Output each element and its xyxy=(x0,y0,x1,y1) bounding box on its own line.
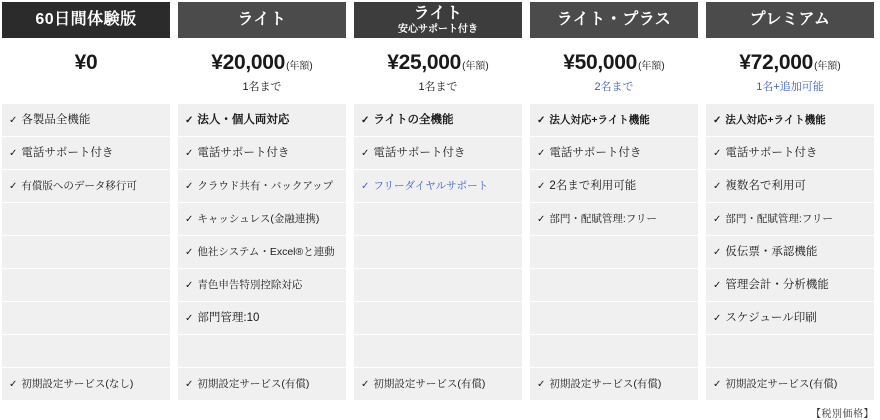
plan-price-box xyxy=(354,38,522,104)
feature-row-empty xyxy=(530,236,698,269)
feature-row-empty xyxy=(530,269,698,302)
price-unit: (年額) xyxy=(286,61,313,72)
feature-list xyxy=(354,104,522,401)
check-icon: ✓ xyxy=(185,180,194,192)
feature-label: 管理会計・分析機能 xyxy=(725,278,829,291)
plan-price-box xyxy=(530,38,698,104)
plan-price-box xyxy=(2,38,170,104)
price-line xyxy=(75,51,98,75)
price-amount: ¥20,000 xyxy=(211,51,286,74)
feature-label: 部門管理:10 xyxy=(197,311,260,324)
price-note: 1名まで xyxy=(242,81,282,93)
feature-row-empty xyxy=(2,269,170,302)
feature-row xyxy=(530,104,698,137)
feature-row xyxy=(178,368,346,401)
feature-row xyxy=(706,302,874,335)
check-icon: ✓ xyxy=(537,147,546,159)
feature-label: 各製品全機能 xyxy=(21,113,91,126)
pricing-column xyxy=(2,2,170,401)
pricing-column xyxy=(178,2,346,401)
feature-row xyxy=(706,203,874,236)
price-line xyxy=(387,51,488,75)
feature-label: 初期設定サービス(なし) xyxy=(21,377,134,390)
price-unit: (年額) xyxy=(814,61,841,72)
feature-row xyxy=(2,170,170,203)
feature-row-empty xyxy=(354,203,522,236)
feature-list xyxy=(530,104,698,401)
feature-list xyxy=(178,104,346,401)
plan-title: ライト・プラス xyxy=(556,11,672,28)
feature-label: 電話サポート付き xyxy=(197,146,290,159)
feature-row-empty xyxy=(354,302,522,335)
feature-label: ライトの全機能 xyxy=(373,113,454,126)
check-icon: ✓ xyxy=(185,279,194,291)
feature-label: 電話サポート付き xyxy=(549,146,642,159)
price-note: 2名まで xyxy=(594,81,634,93)
check-icon: ✓ xyxy=(537,213,546,225)
feature-label: 初期設定サービス(有償) xyxy=(373,377,486,390)
feature-row-empty xyxy=(2,302,170,335)
feature-label: 電話サポート付き xyxy=(373,146,466,159)
feature-label: 初期設定サービス(有償) xyxy=(549,377,662,390)
check-icon: ✓ xyxy=(537,180,546,192)
plan-header xyxy=(178,2,346,38)
check-icon: ✓ xyxy=(713,213,722,225)
check-icon: ✓ xyxy=(185,213,194,225)
feature-label: 電話サポート付き xyxy=(21,146,114,159)
check-icon: ✓ xyxy=(361,180,370,192)
feature-label: 2名まで利用可能 xyxy=(549,179,637,192)
feature-label: 他社システム・Excel®と連動 xyxy=(197,245,335,258)
feature-row xyxy=(354,170,522,203)
feature-row-empty xyxy=(2,203,170,236)
feature-label: フリーダイヤルサポート xyxy=(373,179,489,192)
feature-row xyxy=(706,137,874,170)
feature-row xyxy=(2,137,170,170)
feature-list xyxy=(2,104,170,401)
check-icon: ✓ xyxy=(361,378,370,390)
feature-row xyxy=(530,368,698,401)
feature-label: 初期設定サービス(有償) xyxy=(725,377,838,390)
check-icon: ✓ xyxy=(537,114,546,126)
check-icon: ✓ xyxy=(185,246,194,258)
plan-price-box xyxy=(706,38,874,104)
check-icon: ✓ xyxy=(713,312,722,324)
feature-row-empty xyxy=(2,335,170,368)
check-icon: ✓ xyxy=(185,312,194,324)
feature-row xyxy=(354,137,522,170)
feature-row xyxy=(354,368,522,401)
feature-row-empty xyxy=(354,269,522,302)
feature-row xyxy=(178,203,346,236)
check-icon: ✓ xyxy=(185,114,194,126)
feature-label: 複数名で利用可 xyxy=(725,179,806,192)
check-icon: ✓ xyxy=(185,378,194,390)
feature-row xyxy=(2,368,170,401)
price-note: 1名まで xyxy=(418,81,458,93)
feature-row-empty xyxy=(178,335,346,368)
feature-row-empty xyxy=(530,302,698,335)
pricing-column xyxy=(706,2,874,401)
plan-title: ライト xyxy=(237,11,287,28)
feature-label: 法人対応+ライト機能 xyxy=(725,113,826,126)
feature-row xyxy=(2,104,170,137)
feature-row-empty xyxy=(530,335,698,368)
feature-row xyxy=(530,170,698,203)
feature-row-empty xyxy=(354,236,522,269)
plan-header xyxy=(530,2,698,38)
feature-label: 法人対応+ライト機能 xyxy=(549,113,650,126)
feature-row xyxy=(530,203,698,236)
feature-row xyxy=(706,269,874,302)
check-icon: ✓ xyxy=(9,147,18,159)
plan-subtitle: 安心サポート付き xyxy=(398,23,478,35)
plan-title: ライト xyxy=(413,4,463,22)
price-unit: (年額) xyxy=(462,61,489,72)
plan-title: 60日間体験版 xyxy=(35,11,137,28)
check-icon: ✓ xyxy=(9,378,18,390)
feature-label: 法人・個人両対応 xyxy=(197,113,290,126)
price-line xyxy=(739,51,840,75)
price-amount: ¥25,000 xyxy=(387,51,462,74)
feature-label: 部門・配賦管理:フリー xyxy=(549,212,657,225)
feature-row xyxy=(178,302,346,335)
feature-row xyxy=(706,104,874,137)
feature-row xyxy=(178,269,346,302)
pricing-column xyxy=(354,2,522,401)
check-icon: ✓ xyxy=(9,114,18,126)
check-icon: ✓ xyxy=(537,378,546,390)
feature-row xyxy=(354,104,522,137)
check-icon: ✓ xyxy=(713,279,722,291)
feature-label: 部門・配賦管理:フリー xyxy=(725,212,833,225)
plan-price-box xyxy=(178,38,346,104)
feature-label: キャッシュレス(金融連携) xyxy=(197,212,320,225)
pricing-column xyxy=(530,2,698,401)
check-icon: ✓ xyxy=(713,114,722,126)
price-unit: (年額) xyxy=(638,61,665,72)
feature-row xyxy=(178,170,346,203)
plan-header xyxy=(2,2,170,38)
feature-label: クラウド共有・バックアップ xyxy=(197,179,334,192)
feature-label: 有償版へのデータ移行可 xyxy=(21,179,137,192)
feature-row xyxy=(706,368,874,401)
plan-header xyxy=(354,2,522,38)
feature-row xyxy=(706,236,874,269)
feature-label: スケジュール印刷 xyxy=(725,311,817,324)
feature-row-empty xyxy=(354,335,522,368)
check-icon: ✓ xyxy=(361,114,370,126)
check-icon: ✓ xyxy=(713,147,722,159)
feature-row xyxy=(178,236,346,269)
feature-label: 仮伝票・承認機能 xyxy=(725,245,818,258)
feature-label: 初期設定サービス(有償) xyxy=(197,377,310,390)
feature-row xyxy=(178,104,346,137)
feature-row xyxy=(530,137,698,170)
price-amount: ¥0 xyxy=(74,51,98,74)
feature-row-empty xyxy=(2,236,170,269)
check-icon: ✓ xyxy=(713,246,722,258)
price-note: 1名+追加可能 xyxy=(756,81,824,93)
plan-header xyxy=(706,2,874,38)
price-amount: ¥50,000 xyxy=(563,51,638,74)
feature-list xyxy=(706,104,874,401)
feature-row xyxy=(178,137,346,170)
feature-label: 電話サポート付き xyxy=(725,146,818,159)
check-icon: ✓ xyxy=(185,147,194,159)
check-icon: ✓ xyxy=(9,180,18,192)
check-icon: ✓ xyxy=(713,378,722,390)
check-icon: ✓ xyxy=(361,147,370,159)
price-line xyxy=(211,51,312,75)
price-line xyxy=(563,51,664,75)
price-amount: ¥72,000 xyxy=(739,51,814,74)
plan-title: プレミアム xyxy=(749,11,831,28)
tax-footnote: 【税別価格】 xyxy=(811,409,874,420)
feature-row-empty xyxy=(706,335,874,368)
feature-label: 青色申告特別控除対応 xyxy=(197,278,303,291)
feature-row xyxy=(706,170,874,203)
check-icon: ✓ xyxy=(713,180,722,192)
